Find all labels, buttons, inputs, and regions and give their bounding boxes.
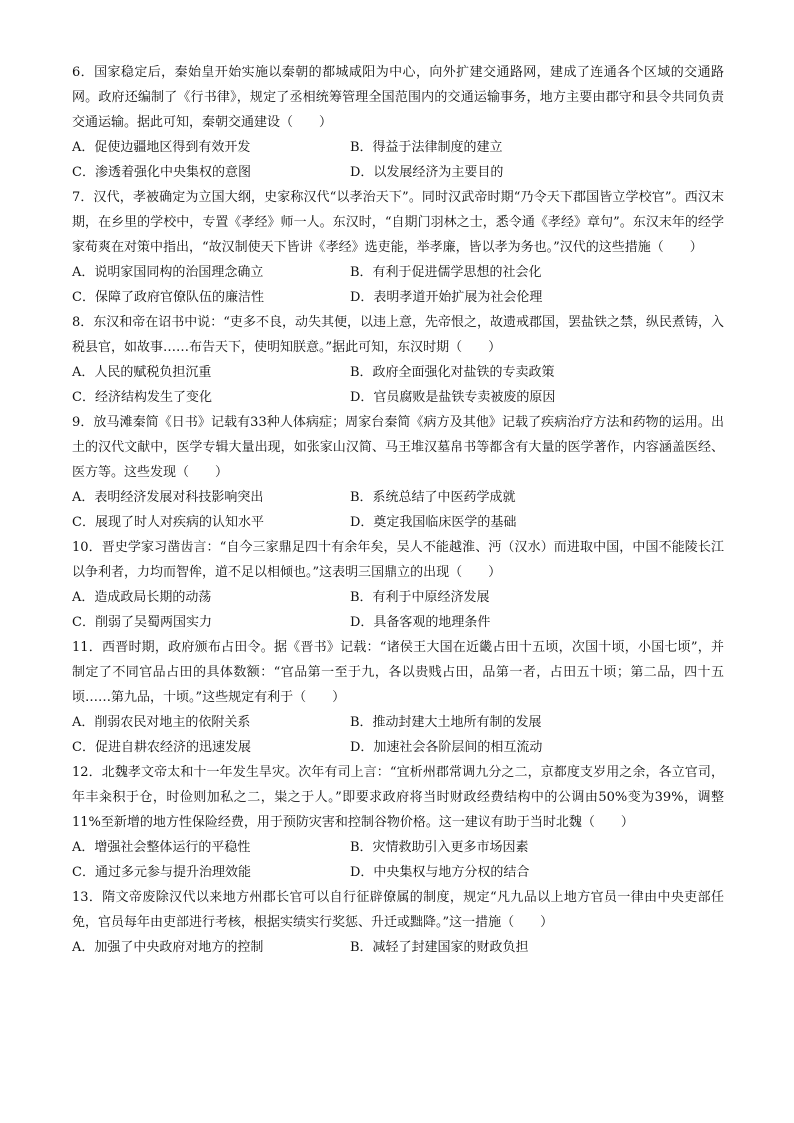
option-a: A．人民的赋税负担沉重 [72,365,212,380]
option-d: D．加速社会各阶层间的相互流动 [350,740,543,755]
question-stem: 10．晋史学家习凿齿言：“自今三家鼎足四十有余年矣，吴人不能越淮、沔（汉水）而进取中国，中国不能陵长江以争利者，力均而智侔，道不足以相倾也。”这表明三国鼎立的出现（ ） [72,540,724,580]
option-c: C．保障了政府官僚队伍的廉洁性 [72,290,264,305]
option-list [72,360,724,410]
option-c: C．展现了时人对疾病的认知水平 [72,515,264,530]
option-list [72,835,724,885]
option-list [72,260,724,310]
question-stem: 11．西晋时期，政府颁布占田令。据《晋书》记载：“诸侯王大国在近畿占田十五顷，次国十顷，小国七顷”，并制定了不同官品占田的具体数额：“官品第一至于九，各以贵贱占田，品第一者，占田五十顷；第二品，四十五顷……第九品，十顷。”这些规定有利于（ ） [72,640,724,705]
question-12 [72,760,724,885]
option-list [72,585,724,635]
option-a: A．促使边疆地区得到有效开发 [72,140,251,155]
option-a: A．增强社会整体运行的平稳性 [72,840,251,855]
question-stem: 8．东汉和帝在诏书中说：“吏多不良，动失其便，以违上意，先帝恨之，故遗戒郡国，罢盐铁之禁，纵民煮铸，入税县官，如故事……布告天下，使明知朕意。”据此可知，东汉时期（ ） [72,315,724,355]
question-8 [72,310,724,410]
option-list [72,710,724,760]
option-list [72,935,724,960]
option-b: B．政府全面强化对盐铁的专卖政策 [350,365,555,380]
option-b: B．有利于促进儒学思想的社会化 [350,265,542,280]
question-stem: 12．北魏孝文帝太和十一年发生旱灾。次年有司上言：“宜析州郡常调九分之二，京都度支岁用之余，各立官司，年丰籴积于仓，时俭则加私之二，粜之于人。”即要求政府将当时财政经费结构中的公调由50%变为39%，调整11%至新增的地方性保险经费，用于预防灾害和控制谷物价格。这一建议有助于当时北魏（ ） [72,765,724,830]
option-d: D．以发展经济为主要目的 [350,165,504,180]
option-a: A．造成政局长期的动荡 [72,590,212,605]
option-c: C．促进自耕农经济的迅速发展 [72,740,251,755]
question-stem: 6．国家稳定后，秦始皇开始实施以秦朝的都城咸阳为中心，向外扩建交通路网，建成了连通各个区域的交通路网。政府还编制了《行书律》，规定了丞相统筹管理全国范围内的交通运输事务，地方主要由郡守和县令共同负责交通运输。据此可知，秦朝交通建设（ ） [72,65,724,130]
question-stem: 7．汉代，孝被确定为立国大纲，史家称汉代“以孝治天下”。同时汉武帝时期“乃令天下郡国皆立学校官”。西汉末期，在乡里的学校中，专置《孝经》师一人。东汉时，“自期门羽林之士，悉令通《孝经》章句”。东汉末年的经学家荀爽在对策中指出，“故汉制使天下皆讲《孝经》选吏能，举孝廉，皆以孝为务也。”汉代的这些措施（ ） [72,190,724,255]
question-9 [72,410,724,535]
exam-page [72,60,724,960]
question-10 [72,535,724,635]
option-b: B．得益于法律制度的建立 [350,140,503,155]
option-d: D．具备客观的地理条件 [350,615,491,630]
question-13 [72,885,724,960]
option-c: C．渗透着强化中央集权的意图 [72,165,251,180]
question-stem: 13．隋文帝废除汉代以来地方州郡长官可以自行征辟僚属的制度，规定“凡九品以上地方官员一律由中央吏部任免，官员每年由吏部进行考核，根据实绩实行奖惩、升迁或黜降。”这一措施（ ） [72,890,724,930]
option-d: D．表明孝道开始扩展为社会伦理 [350,290,543,305]
option-a: A．说明家国同构的治国理念确立 [72,265,264,280]
option-c: C．削弱了吴蜀两国实力 [72,615,212,630]
option-list [72,135,724,185]
option-d: D．中央集权与地方分权的结合 [350,865,530,880]
option-b: B．灾情救助引入更多市场因素 [350,840,529,855]
option-list [72,485,724,535]
option-b: B．系统总结了中医药学成就 [350,490,516,505]
question-7 [72,185,724,310]
question-stem: 9．放马滩秦简《日书》记载有33种人体病症；周家台秦简《病方及其他》记载了疾病治疗方法和药物的运用。出土的汉代文献中，医学专辑大量出现，如张家山汉简、马王堆汉墓帛书等都含有大量的医学著作，内容涵盖医经、医方等。这些发现（ ） [72,415,724,480]
option-b: B．减轻了封建国家的财政负担 [350,940,529,955]
option-d: D．官员腐败是盐铁专卖被废的原因 [350,390,556,405]
option-d: D．奠定我国临床医学的基础 [350,515,517,530]
option-b: B．有利于中原经济发展 [350,590,490,605]
option-b: B．推动封建大土地所有制的发展 [350,715,542,730]
option-a: A．削弱农民对地主的依附关系 [72,715,251,730]
option-c: C．经济结构发生了变化 [72,390,212,405]
option-a: A．加强了中央政府对地方的控制 [72,940,264,955]
question-6 [72,60,724,185]
option-a: A．表明经济发展对科技影响突出 [72,490,264,505]
option-c: C．通过多元参与提升治理效能 [72,865,251,880]
question-11 [72,635,724,760]
